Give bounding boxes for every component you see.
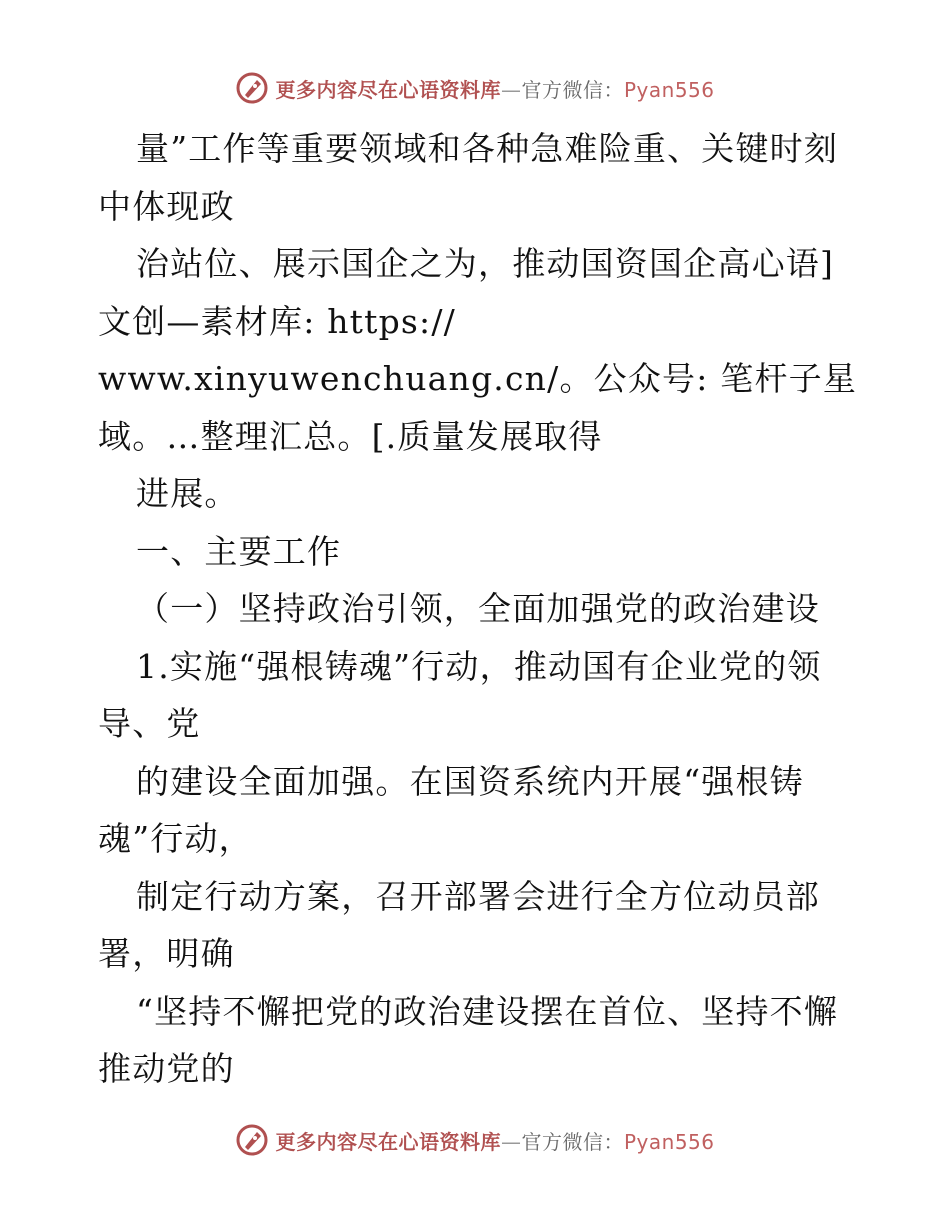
text-line: 治站位、展示国企之为，推动国资国企高心语] — [136, 244, 835, 283]
footer-banner — [0, 1120, 950, 1160]
banner-text — [275, 74, 714, 103]
banner-dash: — — [500, 77, 522, 102]
text-line: 魂”行动， — [98, 819, 253, 858]
text-line: 进展。 — [136, 474, 239, 513]
text-line: （一）坚持政治引领，全面加强党的政治建设 — [136, 589, 820, 628]
banner-dash: — — [500, 1129, 522, 1154]
banner-brand: 更多内容尽在心语资料库 — [275, 1129, 501, 1154]
document-body — [98, 120, 868, 1098]
banner-wechat-id: Pyan556 — [623, 77, 715, 102]
text-line: 域。…整理汇总。[.质量发展取得 — [98, 416, 603, 456]
text-line: 量”工作等重要领域和各种急难险重、关键时刻 — [136, 129, 839, 168]
header-banner — [0, 68, 950, 108]
banner-wechat-id: Pyan556 — [623, 1129, 715, 1154]
text-line: www.xinyuwenchuang.cn/。公众号: 笔杆子星 — [98, 359, 858, 398]
text-line: 一、主要工作 — [136, 531, 342, 571]
banner-wechat-label: 官方微信： — [521, 1129, 624, 1154]
text-line: 推动党的 — [98, 1049, 235, 1088]
text-line: 署，明确 — [98, 934, 235, 973]
banner-wechat-label: 官方微信： — [521, 77, 624, 102]
text-line: 导、党 — [98, 704, 201, 743]
text-line: “坚持不懈把党的政治建设摆在首位、坚持不懈 — [136, 991, 839, 1031]
text-line: 制定行动方案，召开部署会进行全方位动员部 — [136, 876, 820, 916]
banner-brand: 更多内容尽在心语资料库 — [275, 77, 501, 102]
banner-text — [275, 1126, 714, 1155]
text-line: 1.实施“强根铸魂”行动，推动国有企业党的领 — [136, 646, 822, 686]
pen-nib-circle-icon — [235, 1123, 269, 1157]
text-line: 文创—素材库: https:// — [98, 301, 456, 341]
text-line: 中体现政 — [98, 186, 235, 226]
text-line: 的建设全面加强。在国资系统内开展“强根铸 — [136, 761, 804, 801]
pen-nib-circle-icon — [235, 71, 269, 105]
